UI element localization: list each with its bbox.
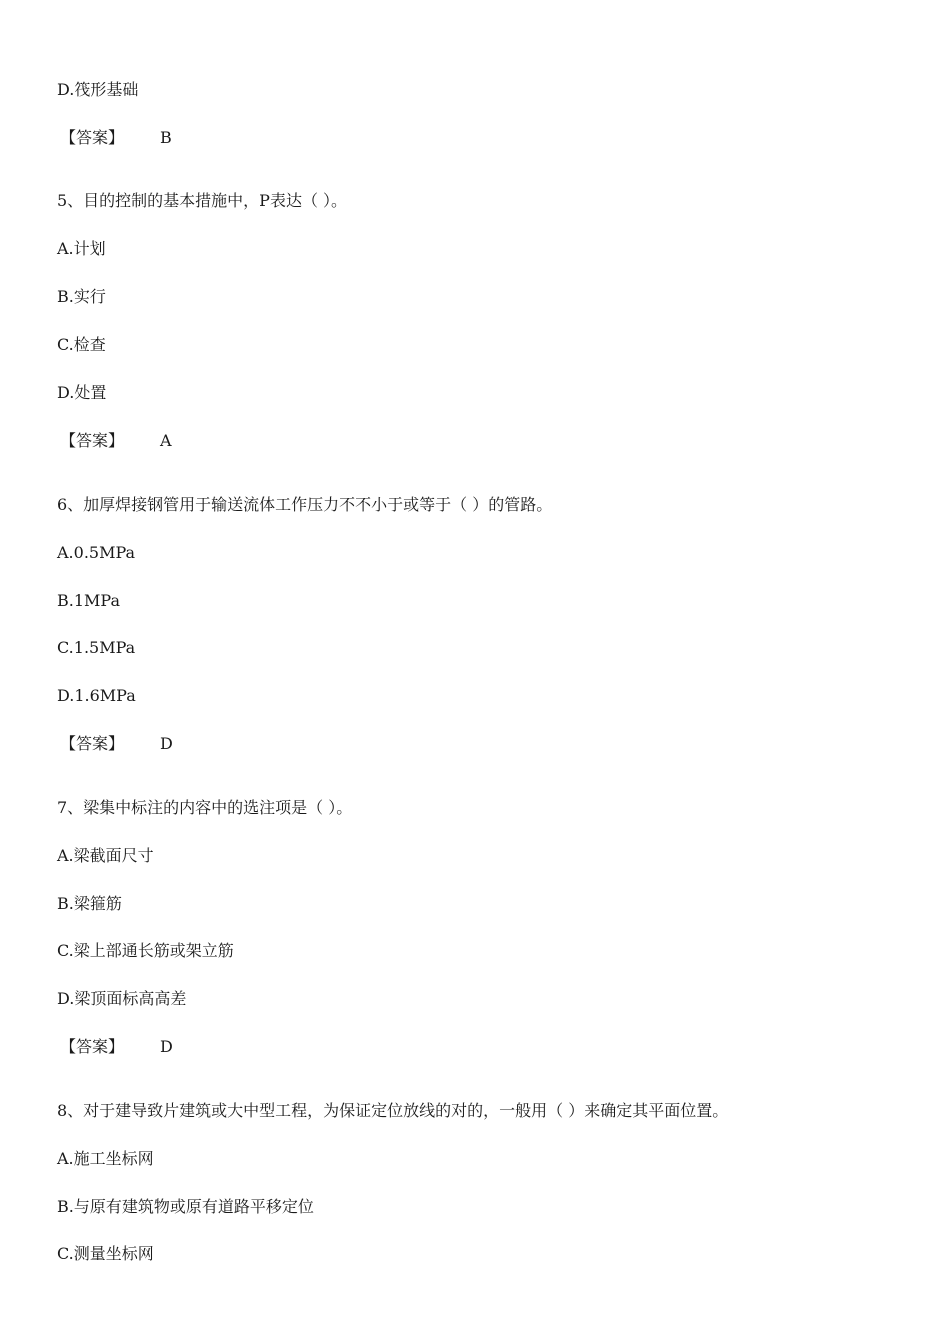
- option-text: D.梁顶面标高高差: [57, 989, 187, 1008]
- answer-label: 【答案】: [60, 128, 125, 147]
- option-text: B.与原有建筑物或原有道路平移定位: [57, 1197, 314, 1216]
- answer-row: [60, 1037, 173, 1057]
- option-text: D.1.6MPa: [57, 686, 136, 705]
- option-text: A.计划: [57, 239, 106, 258]
- answer-value: A: [160, 431, 172, 450]
- answer-label: 【答案】: [60, 1037, 125, 1056]
- option-text: A.梁截面尺寸: [57, 846, 154, 865]
- option-text: B.梁箍筋: [57, 894, 122, 913]
- question-text: 5、目的控制的基本措施中，P表达（ ）。: [57, 191, 348, 210]
- option-text: B.1MPa: [57, 591, 120, 610]
- option-text: C.测量坐标网: [57, 1244, 154, 1263]
- option-text: C.1.5MPa: [57, 638, 136, 657]
- option-text: C.梁上部通长筋或架立筋: [57, 941, 234, 960]
- option-text: D.处置: [57, 383, 107, 402]
- question-text: 8、对于建导致片建筑或大中型工程，为保证定位放线的对的，一般用（ ）来确定其平面位置。: [57, 1101, 729, 1120]
- answer-label: 【答案】: [60, 734, 125, 753]
- answer-label: 【答案】: [60, 431, 125, 450]
- answer-value: D: [160, 1037, 173, 1056]
- answer-row: [60, 734, 173, 754]
- answer-row: [60, 128, 172, 148]
- answer-value: B: [160, 128, 172, 147]
- question-text: 6、加厚焊接钢管用于输送流体工作压力不不小于或等于（ ）的管路。: [57, 495, 553, 514]
- answer-row: [60, 431, 172, 451]
- option-text: B.实行: [57, 287, 106, 306]
- option-text: D.筏形基础: [57, 80, 139, 99]
- option-text: A.施工坐标网: [57, 1149, 154, 1168]
- option-text: C.检查: [57, 335, 106, 354]
- option-text: A.0.5MPa: [57, 543, 136, 562]
- answer-value: D: [160, 734, 173, 753]
- question-text: 7、梁集中标注的内容中的选注项是（ ）。: [57, 798, 353, 817]
